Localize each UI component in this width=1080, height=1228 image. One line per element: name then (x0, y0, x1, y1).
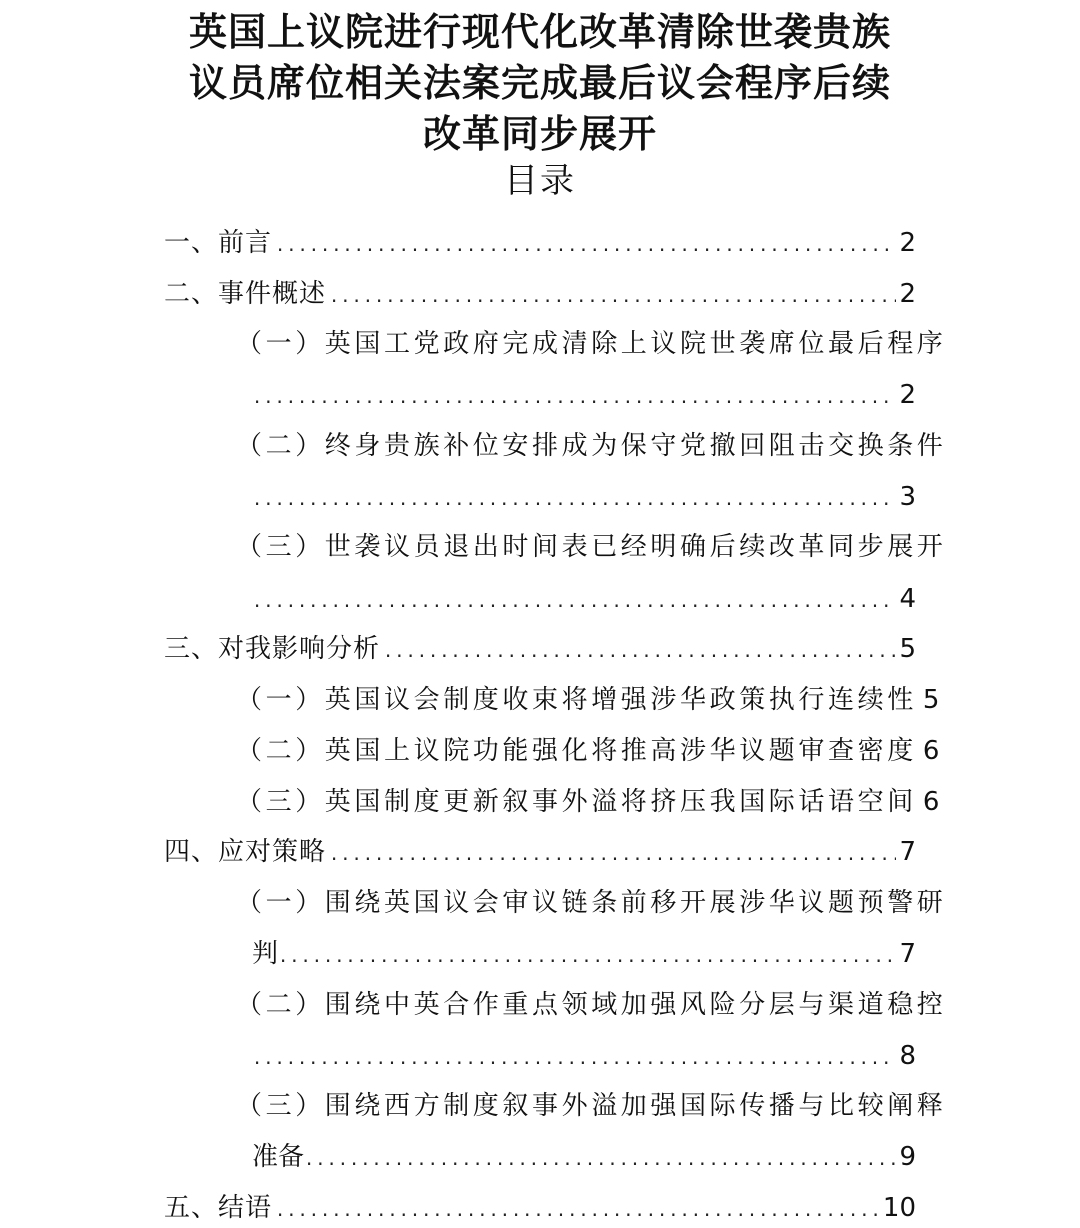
toc-page-number: 7 (899, 837, 916, 867)
toc-entry-label: （一）英国工党政府完成清除上议院世袭席位最后程序 (236, 329, 947, 359)
toc-entry-label: （三）世袭议员退出时间表已经明确后续改革同步展开 (236, 532, 947, 562)
dot-leader (383, 635, 896, 669)
toc-subentry-continuation[interactable] (252, 1140, 916, 1174)
toc-subentry-continuation[interactable] (252, 480, 916, 514)
toc-page-number: 2 (899, 279, 916, 309)
toc-page-number: 5 (899, 634, 916, 664)
toc-page-number: 7 (899, 939, 916, 969)
toc-page-number: 5 (922, 685, 940, 715)
toc-entry-label-continued: 判 (252, 939, 279, 969)
toc-subentry[interactable] (236, 734, 940, 768)
toc-entry-label: （一）英国议会制度收束将增强涉华政策执行连续性 (236, 685, 917, 715)
dot-leader (275, 1194, 880, 1228)
toc-page-number: 6 (922, 736, 940, 766)
toc-heading: 目录 (504, 161, 576, 201)
title-line: 英国上议院进行现代化改革清除世袭贵族 (188, 9, 891, 54)
toc-page-number: 4 (899, 584, 916, 614)
toc-entry-label: 五、结语 (164, 1193, 273, 1223)
toc-subentry[interactable] (236, 530, 947, 564)
toc-subentry[interactable] (236, 988, 947, 1022)
toc-entry-label: 一、前言 (164, 228, 273, 258)
toc-page-number: 10 (882, 1193, 916, 1223)
dot-leader (329, 280, 896, 314)
title-line: 议员席位相关法案完成最后议会程序后续 (188, 60, 891, 105)
dot-leader (275, 229, 896, 263)
toc-entry[interactable] (164, 632, 916, 666)
dot-leader (304, 1143, 896, 1177)
title-line: 改革同步展开 (422, 111, 657, 156)
toc-page-number: 3 (899, 482, 916, 512)
dot-leader (329, 838, 896, 872)
toc-subentry[interactable] (236, 327, 947, 361)
toc-page-number: 9 (899, 1142, 916, 1172)
toc-subentry[interactable] (236, 886, 947, 920)
toc-page-number: 2 (899, 228, 916, 258)
toc-entry-label: （三）围绕西方制度叙事外溢加强国际传播与比较阐释 (236, 1091, 947, 1121)
toc-subentry[interactable] (236, 1089, 947, 1123)
toc-entry-label: （二）英国上议院功能强化将推高涉华议题审查密度 (236, 736, 917, 766)
toc-entry[interactable] (164, 835, 916, 869)
toc-subentry[interactable] (236, 785, 940, 819)
dot-leader (252, 1042, 896, 1076)
toc-entry-label: （二）围绕中英合作重点领域加强风险分层与渠道稳控 (236, 990, 947, 1020)
toc-page-number: 2 (899, 380, 916, 410)
toc-page-number: 8 (899, 1041, 916, 1071)
toc-entry[interactable] (164, 277, 916, 311)
toc-entry-label: 四、应对策略 (164, 837, 327, 867)
dot-leader (252, 381, 896, 415)
toc-entry-label: （一）围绕英国议会审议链条前移开展涉华议题预警研 (236, 888, 947, 918)
dot-leader (252, 585, 896, 619)
toc-page-number: 6 (922, 787, 940, 817)
toc-entry-label: 二、事件概述 (164, 279, 327, 309)
toc-entry-label: （三）英国制度更新叙事外溢将挤压我国际话语空间 (236, 787, 917, 817)
toc-entry-label-continued: 准备 (252, 1142, 305, 1172)
toc-entry-label: 三、对我影响分析 (164, 634, 381, 664)
toc-subentry-continuation[interactable] (252, 1039, 916, 1073)
dot-leader (252, 483, 896, 517)
toc-entry[interactable] (164, 1191, 916, 1225)
toc-subentry-continuation[interactable] (252, 937, 916, 971)
toc-subentry-continuation[interactable] (252, 378, 916, 412)
toc-entry[interactable] (164, 226, 916, 260)
toc-subentry-continuation[interactable] (252, 582, 916, 616)
toc-entry-label: （二）终身贵族补位安排成为保守党撤回阻击交换条件 (236, 431, 947, 461)
toc-subentry[interactable] (236, 683, 940, 717)
toc-subentry[interactable] (236, 429, 947, 463)
dot-leader (278, 940, 896, 974)
